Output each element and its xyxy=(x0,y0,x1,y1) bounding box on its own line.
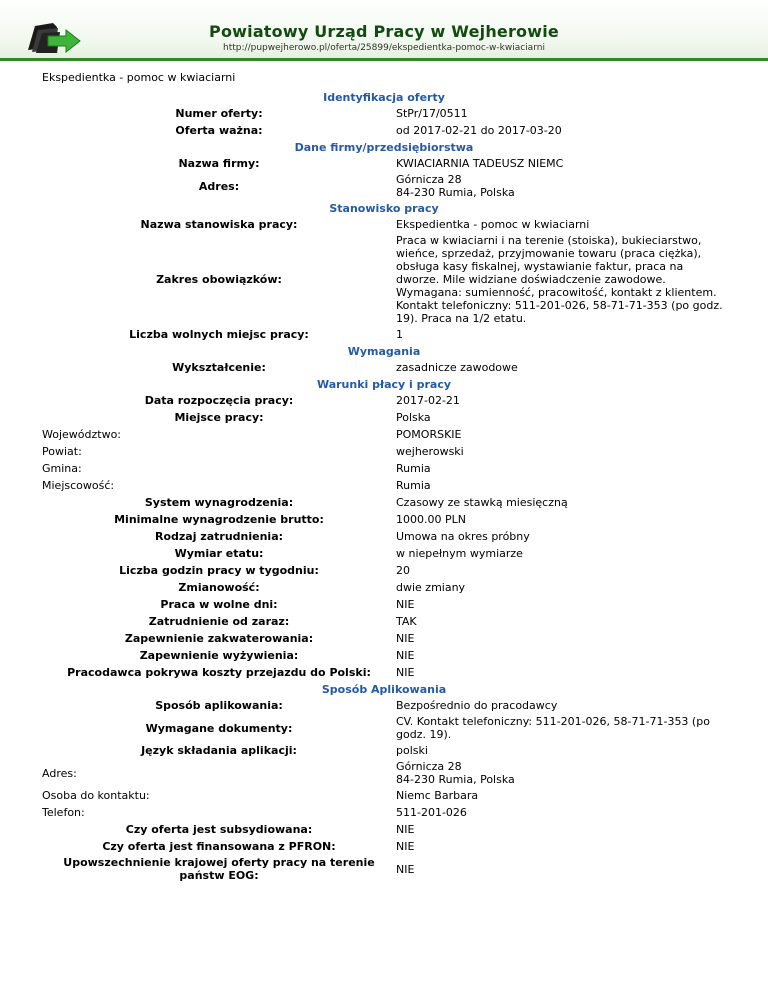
field-value: 2017-02-21 xyxy=(396,394,460,407)
field-label: Upowszechnienie krajowej oferty pracy na terenie państw EOG: xyxy=(63,856,375,882)
field-value: Czasowy ze stawką miesięczną xyxy=(396,496,568,509)
field-label: Czy oferta jest finansowana z PFRON: xyxy=(102,840,336,853)
field-value: KWIACIARNIA TADEUSZ NIEMC xyxy=(396,157,564,170)
field-value: od 2017-02-21 do 2017-03-20 xyxy=(396,124,562,137)
detail-row xyxy=(42,460,726,477)
field-value: CV. Kontakt telefoniczny: 511-201-026, 58-71-71-353 (po godz. 19). xyxy=(396,715,710,741)
field-value: 20 xyxy=(396,564,410,577)
detail-row xyxy=(42,596,726,613)
field-value: NIE xyxy=(396,666,415,679)
field-value: Niemc Barbara xyxy=(396,789,479,802)
header-divider xyxy=(0,58,768,61)
field-label: Data rozpoczęcia pracy: xyxy=(144,394,294,407)
field-label: Wymagane dokumenty: xyxy=(145,721,293,735)
field-value: Bezpośrednio do pracodawcy xyxy=(396,699,558,712)
field-label: Czy oferta jest subsydiowana: xyxy=(125,823,313,836)
detail-row xyxy=(42,804,726,821)
detail-row xyxy=(42,714,726,742)
field-value: StPr/17/0511 xyxy=(396,107,468,120)
field-value: 511-201-026 xyxy=(396,806,467,819)
field-label: Adres: xyxy=(198,179,240,193)
detail-row xyxy=(42,579,726,596)
address-line: Górnicza 28 xyxy=(396,173,462,186)
field-label: Pracodawca pokrywa koszty przejazdu do Polski: xyxy=(67,666,371,679)
section-title-firma: Dane firmy/przedsiębiorstwa xyxy=(294,140,474,154)
field-label: Liczba wolnych miejsc pracy: xyxy=(129,328,309,341)
page-header xyxy=(0,0,768,58)
field-label: Zakres obowiązków: xyxy=(156,273,282,286)
field-label: Nazwa firmy: xyxy=(178,157,260,170)
field-value: Polska xyxy=(396,411,431,424)
field-value xyxy=(396,759,726,787)
field-value: NIE xyxy=(396,632,415,645)
detail-row xyxy=(42,630,726,647)
detail-row xyxy=(42,647,726,664)
detail-row xyxy=(42,545,726,562)
detail-row xyxy=(42,172,726,200)
detail-row xyxy=(42,392,726,409)
detail-row xyxy=(42,664,726,681)
field-value: polski xyxy=(396,744,428,757)
section-title-stanowisko: Stanowisko pracy xyxy=(329,201,439,215)
field-value: NIE xyxy=(396,598,415,611)
detail-row xyxy=(42,838,726,855)
address-line: 84-230 Rumia, Polska xyxy=(396,773,515,786)
field-label: System wynagrodzenia: xyxy=(144,496,294,509)
field-label: Telefon: xyxy=(42,806,85,819)
detail-row xyxy=(42,443,726,460)
field-label: Zapewnienie wyżywienia: xyxy=(139,649,299,662)
detail-row xyxy=(42,759,726,787)
offer-details-table xyxy=(42,89,726,883)
field-label: Miejscowość: xyxy=(42,479,115,492)
field-value: 1000.00 PLN xyxy=(396,513,466,526)
field-label: Wymiar etatu: xyxy=(174,547,264,560)
section-title-identyfikacja: Identyfikacja oferty xyxy=(323,90,445,104)
field-value: POMORSKIE xyxy=(396,428,462,441)
field-value: wejherowski xyxy=(396,445,464,458)
detail-row xyxy=(42,122,726,139)
field-label: Oferta ważna: xyxy=(175,124,263,137)
detail-row xyxy=(42,216,726,233)
field-value xyxy=(396,172,726,200)
field-value: NIE xyxy=(396,862,415,876)
field-value: Rumia xyxy=(396,462,431,475)
field-label: Minimalne wynagrodzenie brutto: xyxy=(114,513,324,526)
field-label: Osoba do kontaktu: xyxy=(42,789,150,802)
detail-row xyxy=(42,409,726,426)
detail-row xyxy=(42,511,726,528)
detail-row xyxy=(42,855,726,883)
field-label: Liczba godzin pracy w tygodniu: xyxy=(119,564,319,577)
detail-row xyxy=(42,821,726,838)
detail-row xyxy=(42,105,726,122)
field-value: Ekspedientka - pomoc w kwiaciarni xyxy=(396,218,590,231)
address-line: 84-230 Rumia, Polska xyxy=(396,186,515,199)
address-line: Górnicza 28 xyxy=(396,760,462,773)
field-value: Rumia xyxy=(396,479,431,492)
site-url[interactable]: http://pupwejherowo.pl/oferta/25899/ekspedientka-pomoc-w-kwiaciarni xyxy=(223,43,545,53)
detail-row xyxy=(42,787,726,804)
field-value: dwie zmiany xyxy=(396,581,466,594)
field-label: Miejsce pracy: xyxy=(174,411,264,424)
field-label: Adres: xyxy=(42,766,77,780)
field-label: Gmina: xyxy=(42,462,82,475)
field-label: Zatrudnienie od zaraz: xyxy=(148,615,290,628)
page-title: Ekspedientka - pomoc w kwiaciarni xyxy=(42,71,236,84)
field-value: zasadnicze zawodowe xyxy=(396,361,518,374)
field-label: Sposób aplikowania: xyxy=(155,699,283,712)
field-label: Zapewnienie zakwaterowania: xyxy=(124,632,314,645)
detail-row xyxy=(42,697,726,714)
field-value: Umowa na okres próbny xyxy=(396,530,530,543)
section-title-wymagania: Wymagania xyxy=(347,344,421,358)
section-title-aplikowanie: Sposób Aplikowania xyxy=(321,682,447,696)
detail-row xyxy=(42,613,726,630)
site-title: Powiatowy Urząd Pracy w Wejherowie xyxy=(209,22,559,41)
field-value: NIE xyxy=(396,823,415,836)
field-label: Język składania aplikacji: xyxy=(141,744,297,757)
detail-row xyxy=(42,742,726,759)
detail-row xyxy=(42,359,726,376)
detail-row xyxy=(42,528,726,545)
field-label: Nazwa stanowiska pracy: xyxy=(140,218,298,231)
detail-row xyxy=(42,562,726,579)
detail-row xyxy=(42,426,726,443)
field-value: NIE xyxy=(396,840,415,853)
field-value: NIE xyxy=(396,649,415,662)
field-label: Wykształcenie: xyxy=(172,361,266,374)
field-value: Praca w kwiaciarni i na terenie (stoiska), bukieciarstwo, wieńce, sprzedaż, przyjmowanie towaru (praca ciężka), obsługa kasy fiskalnej, wystawianie faktur, praca na dworze. Mile widziane doświadczenie zawodowe. Wymagana: sumienność, pracowitość, kontakt z klientem. Kontakt telefoniczny: 511-201-026, 58-71-71-353 (po godz. 19). Praca na 1/2 etatu. xyxy=(396,234,723,325)
detail-row xyxy=(42,326,726,343)
detail-row xyxy=(42,155,726,172)
field-value: w niepełnym wymiarze xyxy=(396,547,523,560)
field-value: 1 xyxy=(396,328,403,341)
detail-row xyxy=(42,233,726,326)
field-label: Województwo: xyxy=(42,428,122,441)
detail-row xyxy=(42,494,726,511)
detail-row xyxy=(42,477,726,494)
field-label: Numer oferty: xyxy=(175,107,263,120)
field-label: Zmianowość: xyxy=(178,581,260,594)
field-label: Powiat: xyxy=(42,445,82,458)
section-title-warunki: Warunki płacy i pracy xyxy=(316,377,452,391)
field-label: Rodzaj zatrudnienia: xyxy=(154,530,284,543)
field-value: TAK xyxy=(396,615,417,628)
field-label: Praca w wolne dni: xyxy=(160,598,278,611)
